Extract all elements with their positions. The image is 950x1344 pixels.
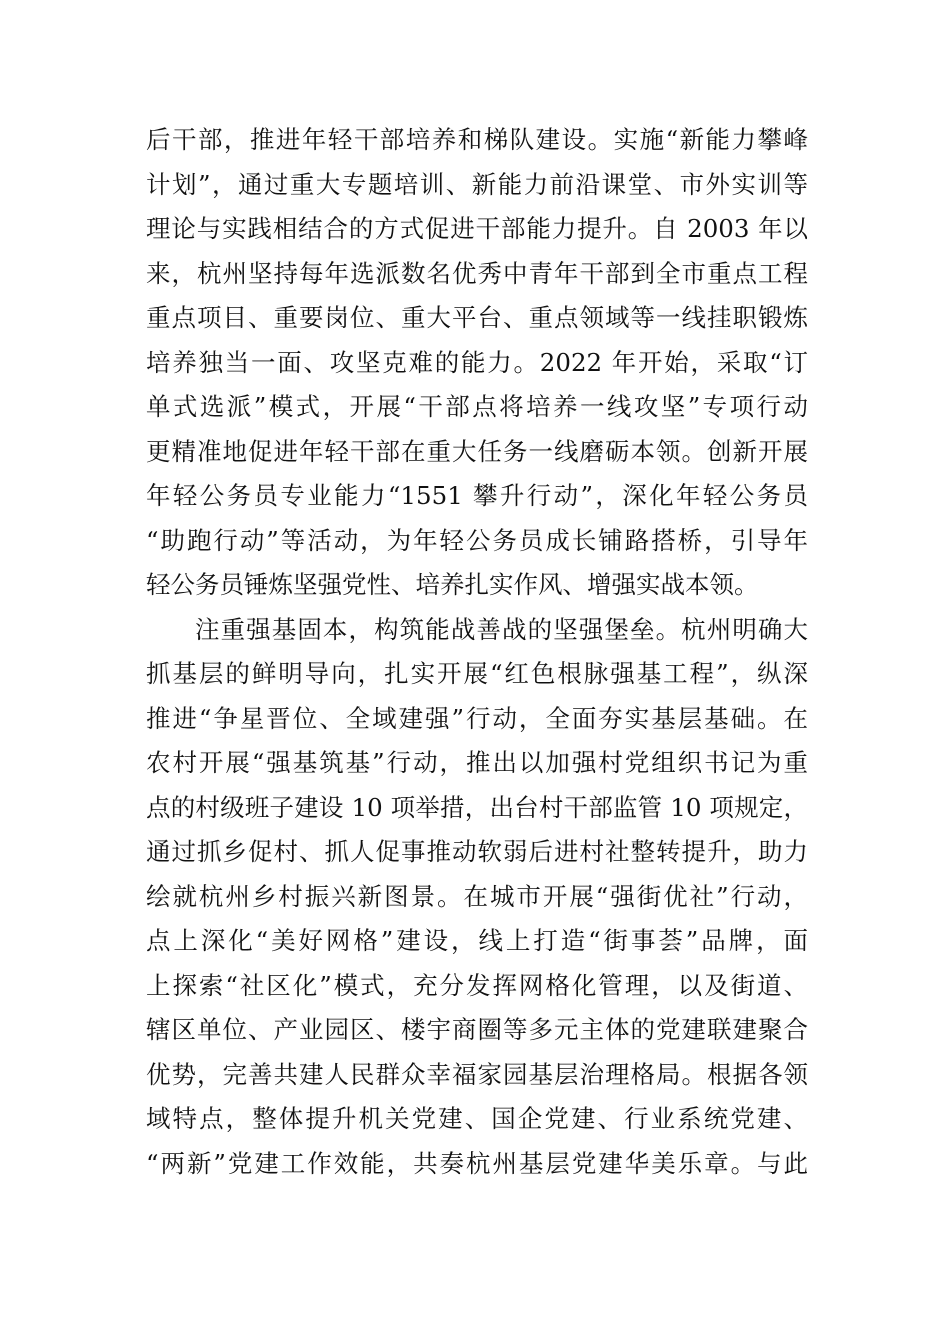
text-line: 农村开展“强基筑基”行动，推出以加强村党组织书记为重 xyxy=(146,748,808,777)
text-line: 计划”，通过重大专题培训、新能力前沿课堂、市外实训等 xyxy=(146,169,808,199)
body-text xyxy=(146,118,808,1186)
text-line: 辖区单位、产业园区、楼宇商圈等多元主体的党建联建聚合 xyxy=(146,1015,808,1044)
text-line: 注重强基固本，构筑能战善战的坚强堡垒。杭州明确大 xyxy=(195,614,808,644)
text-line: 上探索“社区化”模式，充分发挥网格化管理，以及街道、 xyxy=(146,970,808,1000)
paragraph-1 xyxy=(146,118,808,608)
text-line: “助跑行动”等活动，为年轻公务员成长铺路搭桥，引导年 xyxy=(146,525,808,555)
text-line: 理论与实践相结合的方式促进干部能力提升。自 2003 年以 xyxy=(146,214,808,243)
text-line: 培养独当一面、攻坚克难的能力。2022 年开始，采取“订 xyxy=(146,347,808,377)
paragraph-2 xyxy=(146,608,808,1187)
text-line: 优势，完善共建人民群众幸福家园基层治理格局。根据各领 xyxy=(146,1059,808,1089)
text-line: 重点项目、重要岗位、重大平台、重点领域等一线挂职锻炼 xyxy=(146,303,808,332)
text-line: 点上深化“美好网格”建设，线上打造“街事荟”品牌，面 xyxy=(146,926,808,955)
text-line: “两新”党建工作效能，共奏杭州基层党建华美乐章。与此 xyxy=(146,1148,808,1178)
text-line: 抓基层的鲜明导向，扎实开展“红色根脉强基工程”，纵深 xyxy=(146,659,808,688)
text-line: 推进“争星晋位、全域建强”行动，全面夯实基层基础。在 xyxy=(146,703,808,733)
text-line: 单式选派”模式，开展“干部点将培养一线攻坚”专项行动 xyxy=(146,392,808,421)
text-line: 后干部，推进年轻干部培养和梯队建设。实施“新能力攀峰 xyxy=(146,125,808,154)
text-line: 年轻公务员专业能力“1551 攀升行动”，深化年轻公务员 xyxy=(146,481,808,510)
text-line: 轻公务员锤炼坚强党性、培养扎实作风、增强实战本领。 xyxy=(146,570,759,599)
text-line: 通过抓乡促村、抓人促事推动软弱后进村社整转提升，助力 xyxy=(146,837,808,866)
text-line: 来，杭州坚持每年选派数名优秀中青年干部到全市重点工程 xyxy=(146,258,808,288)
text-line: 域特点，整体提升机关党建、国企党建、行业系统党建、 xyxy=(146,1104,808,1133)
text-line: 点的村级班子建设 10 项举措，出台村干部监管 10 项规定， xyxy=(146,792,808,822)
text-line: 绘就杭州乡村振兴新图景。在城市开展“强街优社”行动， xyxy=(146,881,808,911)
text-line: 更精准地促进年轻干部在重大任务一线磨砺本领。创新开展 xyxy=(146,436,808,466)
